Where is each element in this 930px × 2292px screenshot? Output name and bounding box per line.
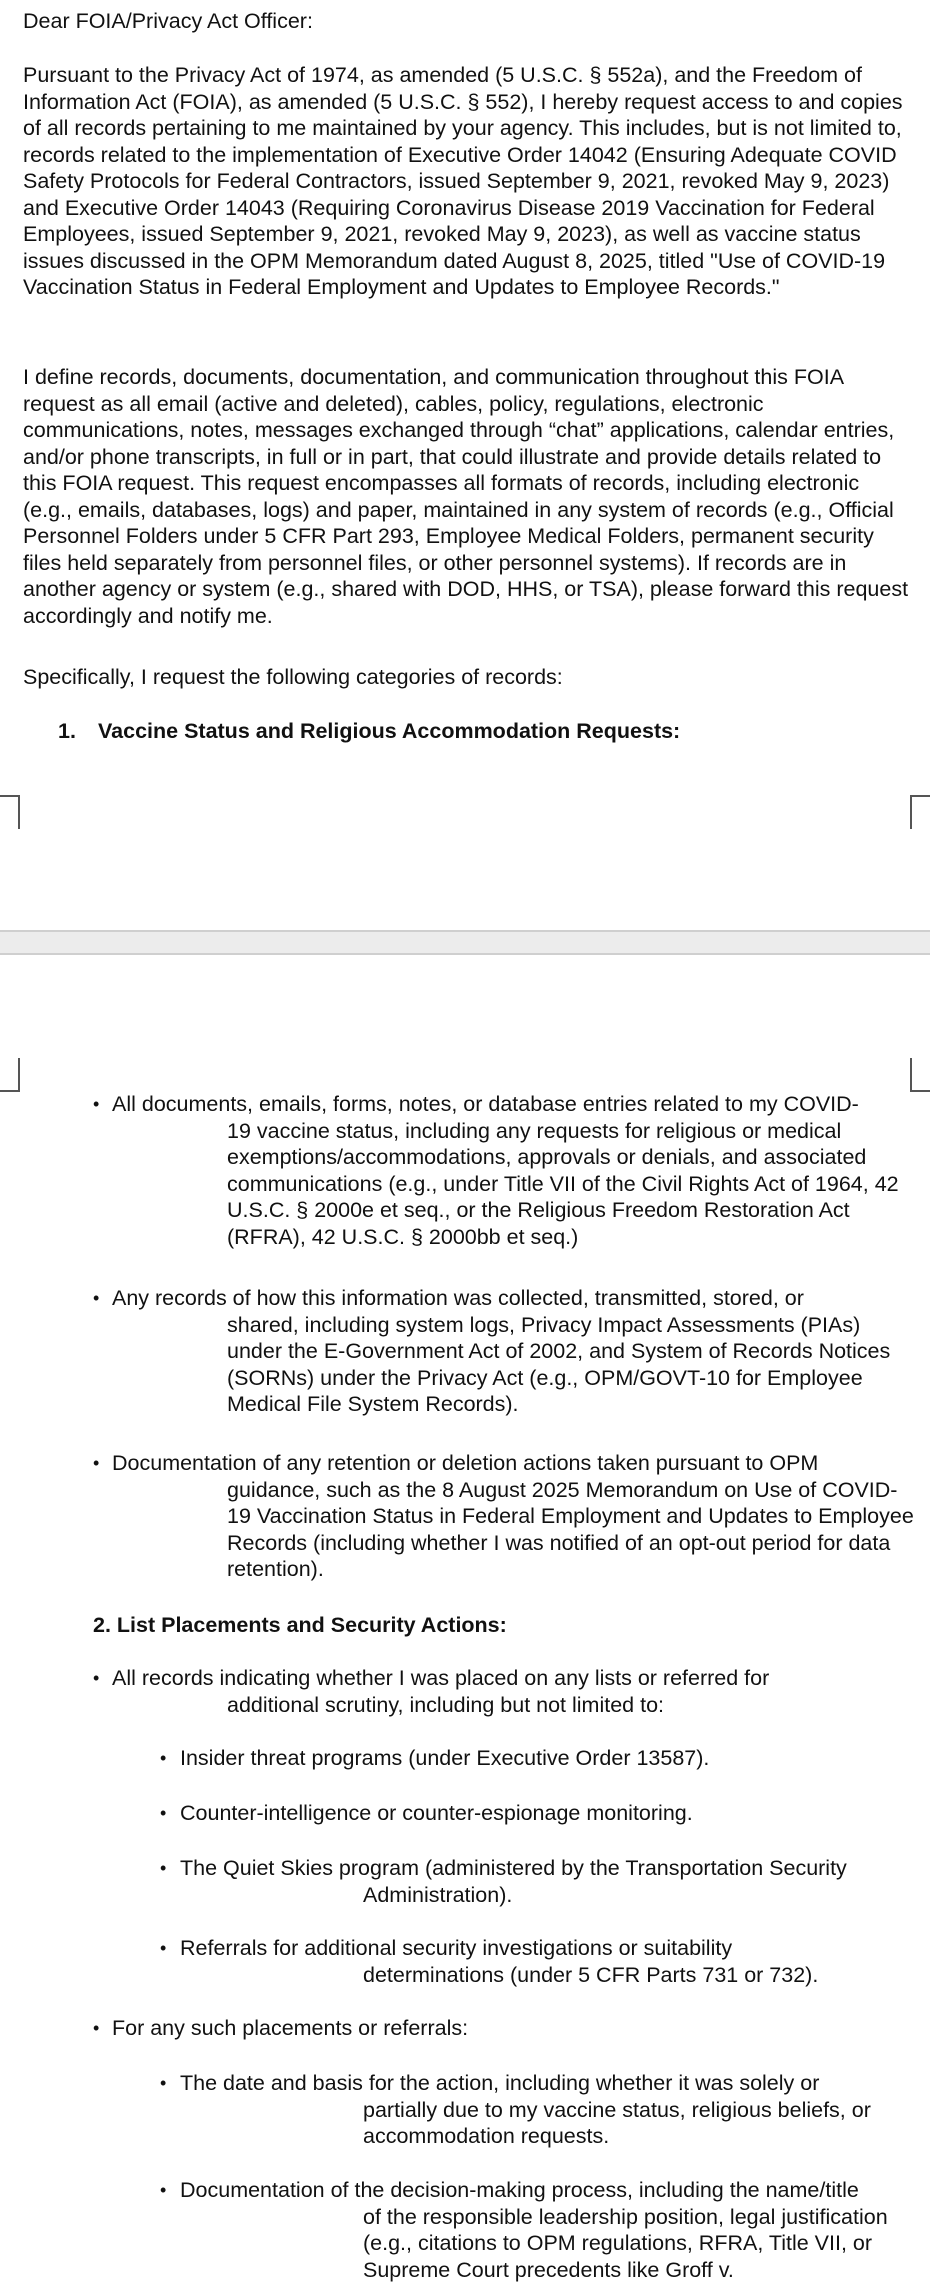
bullet-icon: • xyxy=(93,1453,100,1473)
list-item-continuation: guidance, such as the 8 August 2025 Memorandum on Use of COVID-19 Vaccination Status in Federal Employment and Updates to Employee Records (including whether I was notified of an opt-out period for data retention). xyxy=(227,1477,914,1581)
bullet-icon: • xyxy=(93,1668,100,1688)
document-page-1 xyxy=(0,0,930,930)
list-item-continuation: 19 vaccine status, including any requests for religious or medical exemptions/accommodations, approvals or denials, and associated communications (e.g., under Title VII of the Civil Rights Act of 1964, 42 U.S.C. § 2000e et seq., or the Religious Freedom Restoration Act (RFRA), 42 U.S.C. § 2000bb et seq.) xyxy=(227,1118,899,1249)
page-corner-mark xyxy=(0,795,20,829)
bullet-icon: • xyxy=(93,1288,100,1308)
list-item-first-line: Documentation of any retention or deletion actions taken pursuant to OPM xyxy=(112,1451,819,1475)
bullet-icon: • xyxy=(160,1803,167,1823)
sub-list-item-first-line: The Quiet Skies program (administered by the Transportation Security xyxy=(180,1856,847,1880)
salutation: Dear FOIA/Privacy Act Officer: xyxy=(23,9,313,33)
section-2-title: 2. List Placements and Security Actions: xyxy=(93,1613,507,1637)
list-item-first-line: All records indicating whether I was placed on any lists or referred for xyxy=(112,1666,770,1690)
sub-list-item-continuation: Administration). xyxy=(363,1882,513,1907)
page-corner-mark xyxy=(0,1058,20,1092)
categories-intro: Specifically, I request the following categories of records: xyxy=(23,665,563,689)
list-item-first-line: Any records of how this information was collected, transmitted, stored, or xyxy=(112,1286,804,1310)
section-1-number: 1. xyxy=(58,719,76,743)
bullet-icon: • xyxy=(160,1858,167,1878)
definitions-paragraph: I define records, documents, documentation, and communication throughout this FOIA request as all email (active and deleted), cables, policy, regulations, electronic communications, notes, messages exchanged through “chat” applications, calendar entries, and/or phone transcripts, in full or in part, that could illustrate and provide details related to this FOIA request. This request encompasses all formats of records, including electronic (e.g., emails, databases, logs) and paper, maintained in any system of records (e.g., Official Personnel Folders under 5 CFR Part 293, Employee Medical Folders, permanent security files held separately from personnel files, or other personnel systems). If records are in another agency or system (e.g., shared with DOD, HHS, or TSA), please forward this request accordingly and notify me. xyxy=(23,365,909,628)
section-1-title: Vaccine Status and Religious Accommodation Requests: xyxy=(98,719,681,743)
list-item-continuation: shared, including system logs, Privacy Impact Assessments (PIAs) under the E-Government Act of 2002, and System of Records Notices (SORNs) under the Privacy Act (e.g., OPM/GOVT-10 for Employee Medical File System Records). xyxy=(227,1312,891,1416)
sub-list-item-continuation: determinations (under 5 CFR Parts 731 or 732). xyxy=(363,1962,819,1987)
bullet-icon: • xyxy=(160,2073,167,2093)
bullet-icon: • xyxy=(93,1094,100,1114)
sub-list-item-first-line: The date and basis for the action, including whether it was solely or xyxy=(180,2071,820,2095)
sub-list-item-first-line: Referrals for additional security investigations or suitability xyxy=(180,1936,733,1960)
page-corner-mark xyxy=(910,1058,930,1092)
list-item-first-line: For any such placements or referrals: xyxy=(112,2016,469,2040)
sub-list-item-first-line: Documentation of the decision-making process, including the name/title xyxy=(180,2178,859,2202)
list-item-continuation: additional scrutiny, including but not limited to: xyxy=(227,1692,665,1717)
sub-list-item-continuation: of the responsible leadership position, legal justification (e.g., citations to OPM regulations, RFRA, Title VII, or Supreme Court precedents like Groff v. xyxy=(363,2204,888,2282)
sub-list-item-first-line: Counter-intelligence or counter-espionage monitoring. xyxy=(180,1801,693,1825)
bullet-icon: • xyxy=(160,1938,167,1958)
intro-paragraph: Pursuant to the Privacy Act of 1974, as amended (5 U.S.C. § 552a), and the Freedom of Information Act (FOIA), as amended (5 U.S.C. § 552), I hereby request access to and copies of all records pertaining to me maintained by your agency. This includes, but is not limited to, records related to the implementation of Executive Order 14042 (Ensuring Adequate COVID Safety Protocols for Federal Contractors, issued September 9, 2021, revoked May 9, 2023) and Executive Order 14043 (Requiring Coronavirus Disease 2019 Vaccination for Federal Employees, issued September 9, 2021, revoked May 9, 2023), as well as vaccine status issues discussed in the OPM Memorandum dated August 8, 2025, titled "Use of COVID-19 Vaccination Status in Federal Employment and Updates to Employee Records." xyxy=(23,63,903,299)
bullet-icon: • xyxy=(160,1748,167,1768)
bullet-icon: • xyxy=(160,2180,167,2200)
page-break xyxy=(0,930,930,955)
list-item-first-line: All documents, emails, forms, notes, or database entries related to my COVID- xyxy=(112,1092,859,1116)
sub-list-item-continuation: partially due to my vaccine status, religious beliefs, or accommodation requests. xyxy=(363,2097,871,2148)
page-corner-mark xyxy=(910,795,930,829)
bullet-icon: • xyxy=(93,2018,100,2038)
document-page-2 xyxy=(0,955,930,2292)
sub-list-item-first-line: Insider threat programs (under Executive Order 13587). xyxy=(180,1746,710,1770)
